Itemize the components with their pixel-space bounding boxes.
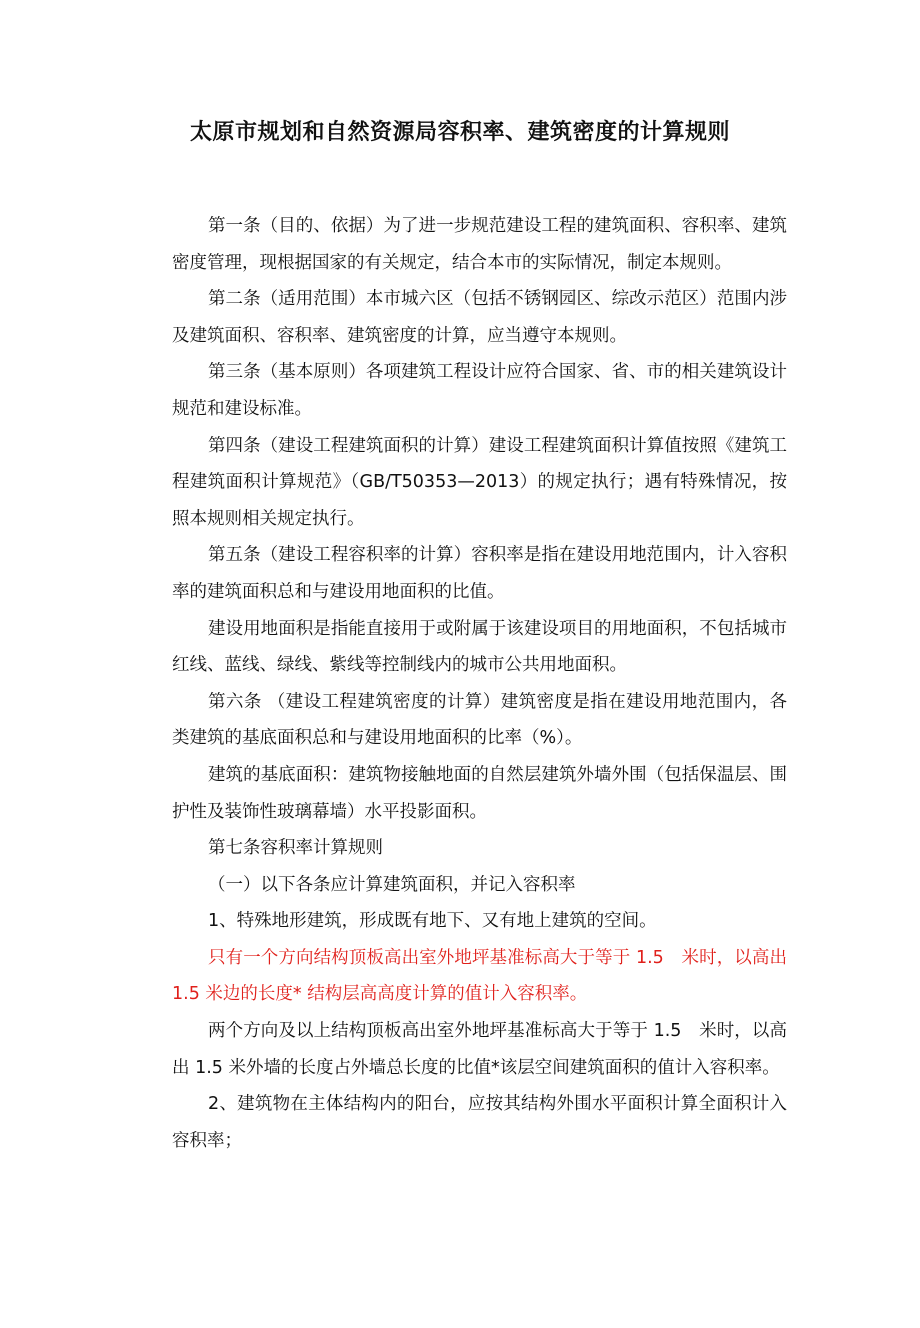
paragraph-article-4: 第四条（建设工程建筑面积的计算）建设工程建筑面积计算值按照《建筑工程建筑面积计算规范》（GB/T50353—2013）的规定执行；遇有特殊情况，按照本规则相关规定执行。 bbox=[172, 435, 787, 529]
paragraph-article-5: 第五条（建设工程容积率的计算）容积率是指在建设用地范围内，计入容积率的建筑面积总和与建设用地面积的比值。 bbox=[172, 545, 787, 602]
paragraph-article-7: 第七条容积率计算规则 bbox=[208, 838, 383, 859]
paragraph-highlighted-rule: 只有一个方向结构顶板高出室外地坪基准标高大于等于 1.5 米时，以高出 1.5 米边的长度* 结构层高高度计算的值计入容积率。 bbox=[172, 947, 787, 1005]
paragraph-item-2: 2、建筑物在主体结构内的阳台，应按其结构外围水平面积计算全面积计入容积率； bbox=[172, 1094, 787, 1151]
paragraph-article-3: 第三条（基本原则）各项建筑工程设计应符合国家、省、市的相关建筑设计规范和建设标准。 bbox=[172, 362, 787, 419]
paragraph-article-6: 第六条 （建设工程建筑密度的计算）建筑密度是指在建设用地范围内，各类建筑的基底面积总和与建设用地面积的比率（%）。 bbox=[172, 691, 787, 749]
document-body bbox=[172, 208, 787, 1159]
paragraph-base-area-definition: 建筑的基底面积：建筑物接触地面的自然层建筑外墙外围（包括保温层、围护性及装饰性玻璃幕墙）水平投影面积。 bbox=[172, 764, 787, 822]
paragraph-section-1: （一）以下各条应计算建筑面积，并记入容积率 bbox=[208, 874, 576, 895]
paragraph-land-area-definition: 建设用地面积是指能直接用于或附属于该建设项目的用地面积，不包括城市红线、蓝线、绿线、紫线等控制线内的城市公共用地面积。 bbox=[172, 618, 787, 676]
paragraph-article-1: 第一条（目的、依据）为了进一步规范建设工程的建筑面积、容积率、建筑密度管理，现根据国家的有关规定，结合本市的实际情况，制定本规则。 bbox=[172, 216, 787, 273]
paragraph-item-1: 1、特殊地形建筑，形成既有地下、又有地上建筑的空间。 bbox=[208, 911, 657, 932]
paragraph-article-2: 第二条（适用范围）本市城六区（包括不锈钢园区、综改示范区）范围内涉及建筑面积、容积率、建筑密度的计算，应当遵守本规则。 bbox=[172, 289, 787, 346]
paragraph-two-direction-rule: 两个方向及以上结构顶板高出室外地坪基准标高大于等于 1.5 米时，以高出 1.5 米外墙的长度占外墙总长度的比值*该层空间建筑面积的值计入容积率。 bbox=[172, 1021, 787, 1078]
document-title: 太原市规划和自然资源局容积率、建筑密度的计算规则 bbox=[189, 120, 730, 145]
